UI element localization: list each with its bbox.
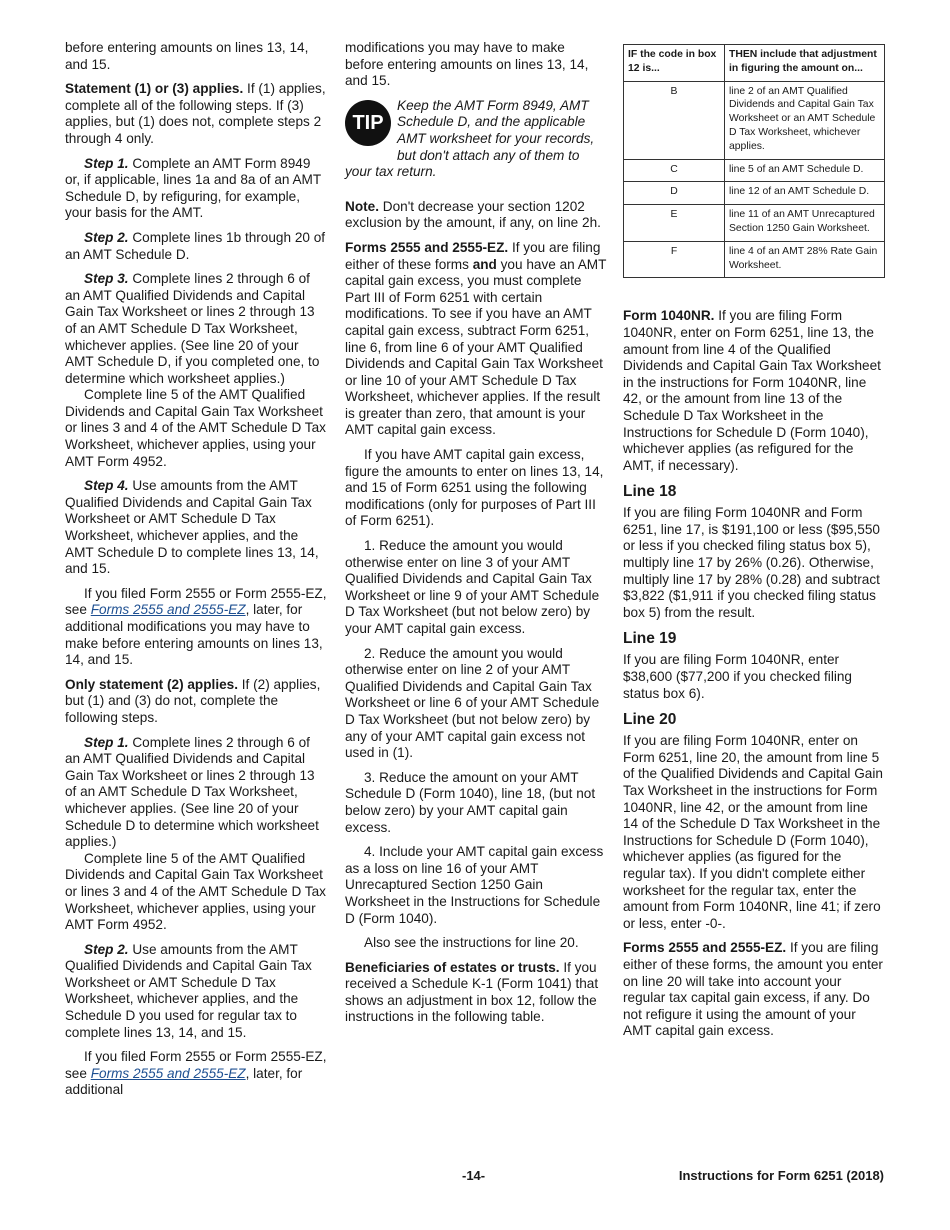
- run-in-heading: Form 1040NR.: [623, 308, 715, 324]
- paragraph: [65, 677, 327, 727]
- text: before entering amounts on lines 13, 14, and 15.: [65, 40, 309, 72]
- paragraph: [345, 240, 607, 439]
- paragraph: [65, 942, 327, 1042]
- text: 2. Reduce the amount you would otherwise enter on line 2 of your AMT Qualified Dividends and Capital Gain Tax Worksheet or line 6 of your AMT Schedule D Tax Worksheet (but not below zero) by any of your AMT capital gain excess not used in (1).: [345, 645, 600, 761]
- run-in-heading: Beneficiaries of estates or trusts.: [345, 959, 560, 975]
- text: , later, for additional modifications you may have to make before entering amounts on lines 13, 14, and 15.: [65, 602, 323, 668]
- table-cell-code: B: [624, 81, 725, 159]
- paragraph: [65, 735, 327, 851]
- text: Complete line 5 of the AMT Qualified Dividends and Capital Gain Tax Worksheet or lines 3 and 4 of the AMT Schedule D Tax Worksheet, whichever applies, using your AMT Form 4952.: [65, 850, 326, 933]
- table-row: [624, 205, 885, 242]
- list-item: [345, 770, 607, 836]
- paragraph: [65, 81, 327, 147]
- column-left: [65, 40, 327, 1107]
- table-cell-code: D: [624, 182, 725, 205]
- text: If you filed Form 2555 or Form 2555-EZ, see: [65, 585, 327, 618]
- paragraph: [345, 40, 607, 90]
- table-header-if: IF the code in box 12 is...: [624, 45, 725, 82]
- table-header-row: [624, 45, 885, 82]
- paragraph: [65, 478, 327, 578]
- text: Don't decrease your section 1202 exclusion by the amount, if any, on line 2h.: [345, 198, 601, 231]
- table-cell-text: line 12 of an AMT Schedule D.: [725, 182, 885, 205]
- paragraph: [623, 940, 885, 1040]
- paragraph: [623, 505, 885, 621]
- emphasis: and: [472, 256, 497, 272]
- step-label: Step 4.: [84, 478, 129, 494]
- run-in-heading: Forms 2555 and 2555-EZ.: [623, 940, 787, 956]
- table-row: [624, 159, 885, 182]
- paragraph: [65, 586, 327, 669]
- list-item: [345, 646, 607, 762]
- column-right: [623, 40, 885, 1048]
- step-label: Step 3.: [84, 271, 129, 287]
- section-heading: Line 18: [623, 483, 677, 501]
- text: , later, for additional: [65, 1065, 303, 1098]
- table-cell-code: C: [624, 159, 725, 182]
- text: If you are filing either of these forms: [345, 239, 601, 272]
- paragraph: [345, 199, 607, 232]
- footer-title: Instructions for Form 6251 (2018): [678, 1168, 884, 1183]
- table-cell-code: E: [624, 205, 725, 242]
- table-cell-text: line 2 of an AMT Qualified Dividends and Capital Gain Tax Worksheet or an AMT Schedule D Tax Worksheet, whichever applies.: [725, 81, 885, 159]
- section-heading: Line 20: [623, 711, 677, 729]
- text: If you are filing Form 1040NR, enter on Form 6251, line 13, the amount from line 4 of the Qualified Dividends and Capital Gain Tax Worksheet in the instructions for Form 1040NR, line 42, or the amount from line 13 of the Schedule D Tax Worksheet in the Instructions for Schedule D (Form 1040), whichever applies (as refigured for the AMT, if necessary).: [623, 308, 881, 473]
- run-in-heading: Statement (1) or (3) applies.: [65, 81, 244, 97]
- text: If you are filing Form 1040NR, enter on Form 6251, line 20, the amount from line 5 of the Qualified Dividends and Capital Gain Tax Worksheet in the instructions for Form 1040NR, line 42, or the amount from line 14 of the Schedule D Tax Worksheet in the Instructions for Schedule D (Form 1040), whichever applies (as figured for the regular tax). If you didn't complete either worksheet for the regular tax, enter the amount from Form 1040NR, line 41; if zero or less, enter -0-.: [623, 733, 883, 931]
- step-label: Step 1.: [84, 155, 129, 171]
- paragraph: [65, 271, 327, 387]
- text: If (2) applies, but (1) and (3) do not, complete the following steps.: [65, 676, 321, 725]
- text: 3. Reduce the amount on your AMT Schedule D (Form 1040), line 18, (but not below zero) by your AMT capital gain excess.: [345, 769, 596, 835]
- text: 1. Reduce the amount you would otherwise enter on line 3 of your AMT Qualified Dividends and Capital Gain Tax Worksheet or line 9 of your AMT Schedule D Tax Worksheet (but not below zero) by your AMT capital gain excess.: [345, 538, 600, 636]
- page-number: -14-: [462, 1168, 486, 1183]
- text: 4. Include your AMT capital gain excess as a loss on line 16 of your AMT Unrecaptured Section 1250 Gain Worksheet in the Instructions for Schedule D (Form 1040).: [345, 844, 604, 926]
- list-item: [345, 538, 607, 638]
- column-middle: [345, 40, 607, 1034]
- text: If you have AMT capital gain excess, figure the amounts to enter on lines 13, 14, and 15 of Form 6251 using the following modifications (only for purposes of Part III of Form 6251).: [345, 447, 604, 529]
- paragraph: [345, 447, 607, 530]
- text: modifications you may have to make before entering amounts on lines 13, 14, and 15.: [345, 40, 589, 89]
- forms-2555-link[interactable]: Forms 2555 and 2555-EZ: [90, 602, 246, 618]
- paragraph: [65, 387, 327, 470]
- paragraph: [65, 1049, 327, 1099]
- paragraph: [623, 652, 885, 702]
- tip-box: [345, 98, 607, 181]
- tip-icon: TIP: [345, 100, 391, 146]
- run-in-heading: Note.: [345, 198, 379, 214]
- table-cell-text: line 5 of an AMT Schedule D.: [725, 159, 885, 182]
- paragraph: [345, 935, 607, 952]
- section-heading: Line 19: [623, 630, 677, 648]
- table-cell-text: line 4 of an AMT 28% Rate Gain Worksheet.: [725, 241, 885, 278]
- text: you have an AMT capital gain excess, you must complete Part III of Form 6251 with certain modifications. To see if you have an AMT capital gain excess, subtract Form 6251, line 6, from line 6 of your AMT Qualified Dividends and Capital Gain Tax Worksheet or line 10 of your AMT Schedule D Tax Worksheet, whichever applies. If the result is greater than zero, that amount is your AMT capital gain excess.: [345, 256, 607, 438]
- text: If you are filing Form 1040NR, enter $38,600 ($77,200 if you checked filing status box 6).: [623, 652, 852, 701]
- text: Complete lines 2 through 6 of an AMT Qualified Dividends and Capital Gain Tax Worksheet or lines 2 through 13 of an AMT Schedule D Tax Worksheet, whichever applies. (See line 20 of your Schedule D to determine which worksheet applies.): [65, 734, 319, 850]
- step-label: Step 1.: [84, 734, 129, 750]
- text: If you filed Form 2555 or Form 2555-EZ, see: [65, 1049, 327, 1081]
- run-in-heading: Forms 2555 and 2555-EZ.: [345, 239, 509, 255]
- text: Also see the instructions for line 20.: [364, 935, 579, 951]
- text: Complete an AMT Form 8949 or, if applicable, lines 1a and 8a of an AMT Schedule D, by refiguring, for example, your basis for the AMT.: [65, 155, 321, 221]
- text: If (1) applies, complete all of the following steps. If (3) applies, but (1) does not, complete steps 2 through 4 only.: [65, 81, 326, 146]
- step-label: Step 2.: [84, 941, 129, 957]
- text: If you received a Schedule K-1 (Form 1041) that shows an adjustment in box 12, follow the instructions in the following table.: [345, 959, 599, 1025]
- paragraph: [623, 733, 885, 932]
- text: Complete lines 1b through 20 of an AMT Schedule D.: [65, 229, 326, 262]
- paragraph: [65, 156, 327, 222]
- paragraph: [65, 230, 327, 263]
- table-cell-code: F: [624, 241, 725, 278]
- tip-text: Keep the AMT Form 8949, AMT Schedule D, and the applicable AMT worksheet for your records, but don't attach any of them to your tax return.: [345, 97, 595, 180]
- table-cell-text: line 11 of an AMT Unrecaptured Section 1250 Gain Worksheet.: [725, 205, 885, 242]
- text: Use amounts from the AMT Qualified Dividends and Capital Gain Tax Worksheet or AMT Schedule D Tax Worksheet, whichever applies, and the AMT Schedule D to complete lines 13, 14, and 15.: [65, 478, 319, 577]
- text: Use amounts from the AMT Qualified Dividends and Capital Gain Tax Worksheet or AMT Schedule D Tax Worksheet, whichever applies, and the Schedule D you used for regular tax to complete lines 13, 14, and 15.: [65, 941, 312, 1040]
- table-row: [624, 81, 885, 159]
- step-label: Step 2.: [84, 229, 129, 245]
- paragraph: [345, 960, 607, 1026]
- run-in-heading: Only statement (2) applies.: [65, 676, 238, 692]
- table-row: [624, 241, 885, 278]
- box12-code-table: [623, 44, 885, 278]
- paragraph: [623, 308, 885, 474]
- paragraph: [65, 40, 327, 73]
- table-header-then: THEN include that adjustment in figuring the amount on...: [725, 45, 885, 82]
- list-item: [345, 844, 607, 927]
- forms-2555-link[interactable]: Forms 2555 and 2555-EZ: [90, 1065, 246, 1081]
- text: If you are filing Form 1040NR and Form 6251, line 17, is $191,100 or less ($95,550 or less if you checked filing status box 5), multiply line 17 by 26% (0.26). Otherwise, multiply line 17 by 28% (0.28) and subtract $3,822 ($1,911 if you checked filing status box 5) from the result.: [623, 505, 880, 620]
- text: Complete lines 2 through 6 of an AMT Qualified Dividends and Capital Gain Tax Worksheet or lines 2 through 13 of an AMT Schedule D Tax Worksheet, whichever applies. (See line 20 of your AMT Schedule D, if you completed one, to determine which worksheet applies.): [65, 271, 320, 386]
- paragraph: [65, 851, 327, 934]
- text: If you are filing either of these forms, the amount you enter on line 20 will take into account your regular tax capital gain excess, if any. Do not refigure it using the amount of your AMT capital gain excess.: [623, 940, 883, 1039]
- text: Complete line 5 of the AMT Qualified Dividends and Capital Gain Tax Worksheet or lines 3 and 4 of the AMT Schedule D Tax Worksheet, whichever applies, using your AMT Form 4952.: [65, 387, 326, 469]
- table-row: [624, 182, 885, 205]
